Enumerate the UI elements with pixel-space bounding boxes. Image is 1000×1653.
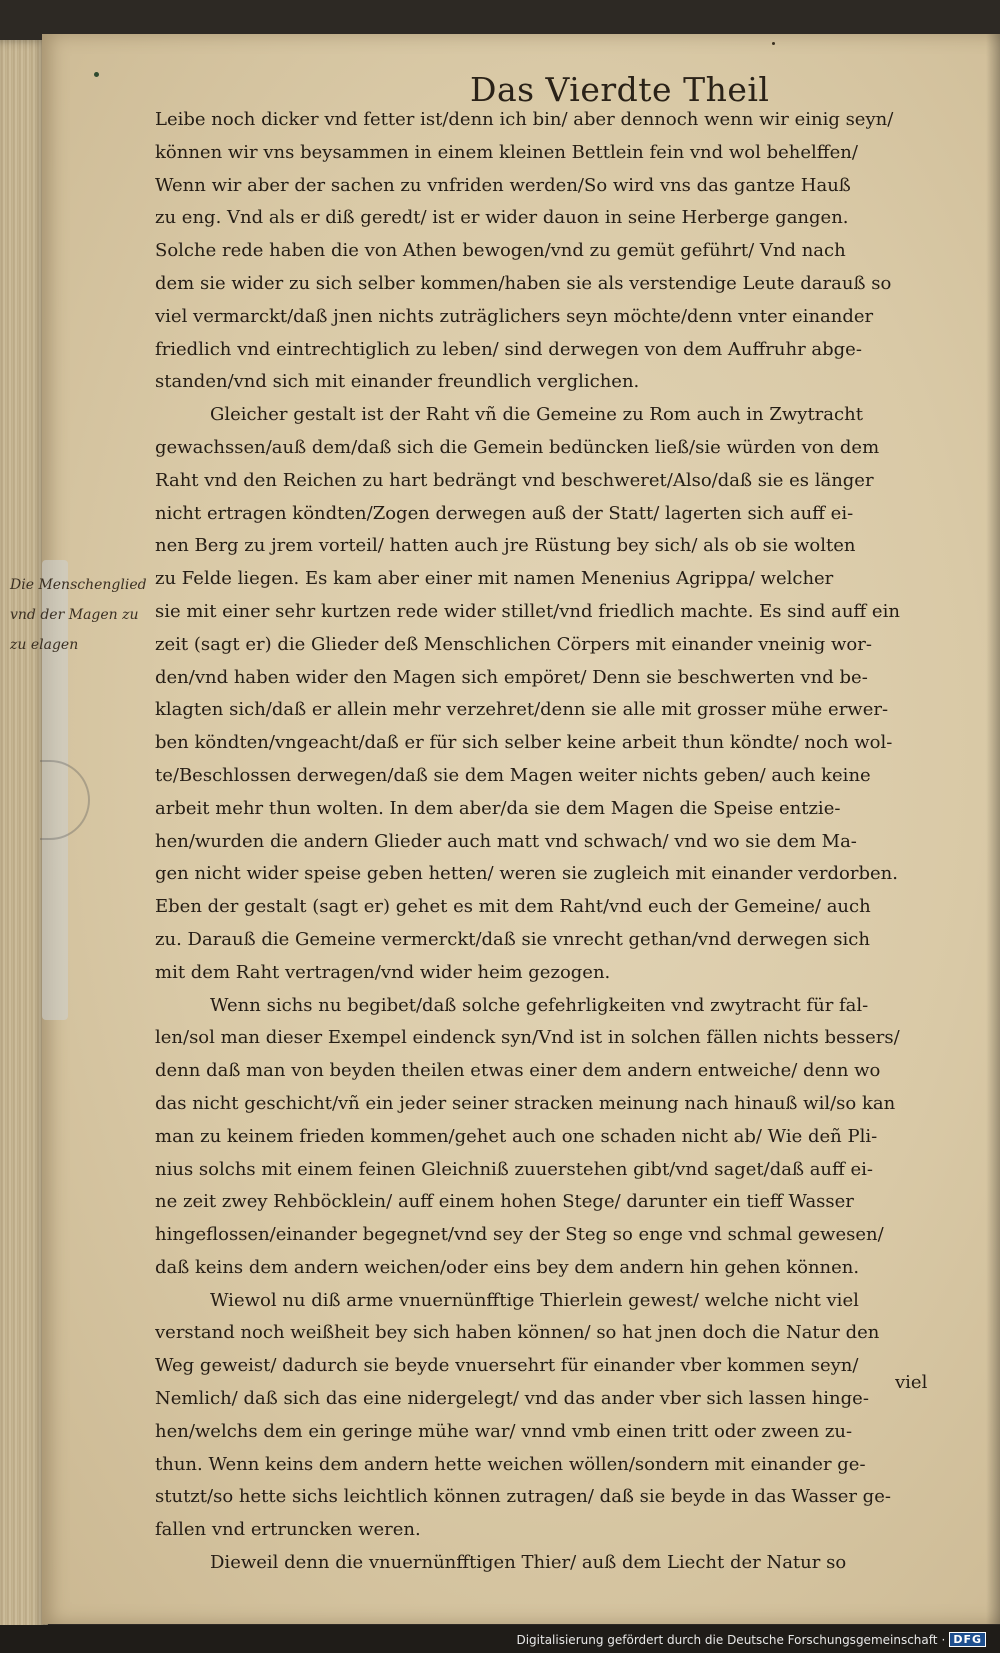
text-line: daß keins dem andern weichen/oder eins bey dem andern hin gehen können. (155, 1256, 860, 1278)
text-line: zu Felde liegen. Es kam aber einer mit namen Menenius Agrippa/ welcher (155, 568, 834, 590)
text-line: nicht ertragen köndten/Zogen derwegen auß der Statt/ lagerten sich auff ei- (155, 502, 854, 524)
text-line: hen/welchs dem ein geringe mühe war/ vnnd vmb einen tritt oder zween zu- (155, 1420, 853, 1442)
text-line: dem sie wider zu sich selber kommen/haben sie als verstendige Leute darauß so (155, 272, 892, 294)
text-line: Dieweil denn die vnuernünfftigen Thier/ auß dem Liecht der Natur so (210, 1552, 847, 1574)
text-line: sie mit einer sehr kurtzen rede wider stillet/vnd friedlich machte. Es sind auff ein (155, 600, 900, 622)
text-line: Raht vnd den Reichen zu hart bedrängt vnd beschweret/Also/daß sie es länger (155, 469, 874, 491)
margin-note-line: Die Menschenglied (10, 577, 147, 593)
text-line: nen Berg zu jrem vorteil/ hatten auch jre Rüstung bey sich/ als ob sie wolten (155, 535, 856, 557)
text-line: hen/wurden die andern Glieder auch matt vnd schwach/ vnd wo sie dem Ma- (155, 830, 857, 852)
footer-bar (0, 1625, 1000, 1653)
text-line: Weg geweist/ dadurch sie beyde vnuersehrt für einander vber kommen seyn/ (155, 1355, 859, 1377)
text-line: gewachssen/auß dem/daß sich die Gemein bedüncken ließ/sie würden von dem (155, 436, 880, 458)
text-line: gen nicht wider speise geben hetten/ weren sie zugleich mit einander verdorben. (155, 863, 898, 885)
text-line: Wenn sichs nu begibet/daß solche gefehrligkeiten vnd zwytracht für fal- (210, 994, 869, 1016)
text-line: fallen vnd ertruncken weren. (155, 1519, 421, 1541)
text-line: Gleicher gestalt ist der Raht vñ die Gemeine zu Rom auch in Zwytracht (210, 404, 863, 426)
text-line: ben köndten/vngeacht/daß er für sich selber keine arbeit thun köndte/ noch wol- (155, 732, 893, 754)
funding-notice (516, 1632, 986, 1647)
text-line: Nemlich/ daß sich das eine nidergelegt/ vnd das ander vber sich lassen hinge- (155, 1388, 869, 1410)
text-line: denn daß man von beyden theilen etwas einer dem andern entweiche/ denn wo (155, 1060, 881, 1082)
margin-note-line: vnd der Magen zu (10, 607, 139, 623)
text-line: zeit (sagt er) die Glieder deß Menschlichen Cörpers mit einander vneinig wor- (155, 633, 872, 655)
text-line: standen/vnd sich mit einander freundlich verglichen. (155, 371, 640, 393)
text-line: hingeflossen/einander begegnet/vnd sey der Steg so enge vnd schmal gewesen/ (155, 1224, 884, 1246)
separator: · (941, 1632, 946, 1647)
text-line: len/sol man dieser Exempel eindenck syn/Vnd ist in solchen fällen nichts bessers/ (155, 1027, 900, 1049)
text-line: Wiewol nu diß arme vnuernünfftige Thierlein gewest/ welche nicht viel (210, 1289, 859, 1311)
text-line: Leibe noch dicker vnd fetter ist/denn ich bin/ aber dennoch wenn wir einig seyn/ (155, 109, 894, 130)
catchword: viel (895, 1372, 928, 1393)
text-line: mit dem Raht vertragen/vnd wider heim gezogen. (155, 961, 611, 983)
funding-notice-text: Digitalisierung gefördert durch die Deutsche Forschungsgemeinschaft (516, 1632, 938, 1647)
margin-note-line: zu elagen (10, 637, 79, 653)
text-line: friedlich vnd eintrechtiglich zu leben/ sind derwegen von dem Auffruhr abge- (155, 338, 862, 360)
text-line: stutzt/so hette sichs leichtlich können zutragen/ daß sie beyde in das Wasser ge- (155, 1486, 891, 1508)
text-line: das nicht geschicht/vñ ein jeder seiner stracken meinung nach hinauß wil/so kan (155, 1092, 896, 1114)
text-line: nius solchs mit einem feinen Gleichniß zuuerstehen gibt/vnd saget/daß auff ei- (155, 1158, 874, 1180)
text-line: Wenn wir aber der sachen zu vnfriden werden/So wird vns das gantze Hauß (155, 174, 851, 196)
text-line: zu. Darauß die Gemeine vermerckt/daß sie vnrecht gethan/vnd derwegen sich (155, 928, 870, 950)
text-line: arbeit mehr thun wolten. In dem aber/da sie dem Magen die Speise entzie- (155, 797, 841, 819)
handwritten-margin-note (10, 570, 180, 660)
text-line: viel vermarckt/daß jnen nichts zuträglichers seyn möchte/denn vnter einander (155, 305, 874, 327)
ink-speck (772, 42, 775, 45)
ink-speck (94, 72, 99, 77)
text-line: te/Beschlossen derwegen/daß sie dem Magen weiter nichts geben/ auch keine (155, 764, 871, 786)
text-line: den/vnd haben wider den Magen sich empöret/ Denn sie beschwerten vnd be- (155, 666, 868, 688)
text-line: können wir vns beysammen in einem kleinen Bettlein fein vnd wol behelffen/ (155, 141, 858, 163)
body-text (155, 104, 930, 1580)
text-line: thun. Wenn keins dem andern hette weichen wöllen/sondern mit einander ge- (155, 1453, 866, 1475)
text-line: klagten sich/daß er allein mehr verzehret/denn sie alle mit grosser mühe erwer- (155, 699, 889, 721)
text-line: Eben der gestalt (sagt er) gehet es mit dem Raht/vnd euch der Gemeine/ auch (155, 896, 871, 918)
text-line: man zu keinem frieden kommen/gehet auch one schaden nicht ab/ Wie deñ Pli- (155, 1125, 878, 1147)
text-line: zu eng. Vnd als er diß geredt/ ist er wider dauon in seine Herberge gangen. (155, 207, 849, 229)
text-line: ne zeit zwey Rehböcklein/ auff einem hohen Stege/ darunter ein tieff Wasser (155, 1191, 854, 1213)
running-head: Das Vierdte Theil (470, 70, 770, 109)
book-page-edges (0, 40, 48, 1653)
text-line: verstand noch weißheit bey sich haben können/ so hat jnen doch die Natur den (155, 1322, 880, 1344)
dfg-logo: DFG (949, 1632, 986, 1647)
text-line: Solche rede haben die von Athen bewogen/vnd zu gemüt geführt/ Vnd nach (155, 240, 846, 262)
